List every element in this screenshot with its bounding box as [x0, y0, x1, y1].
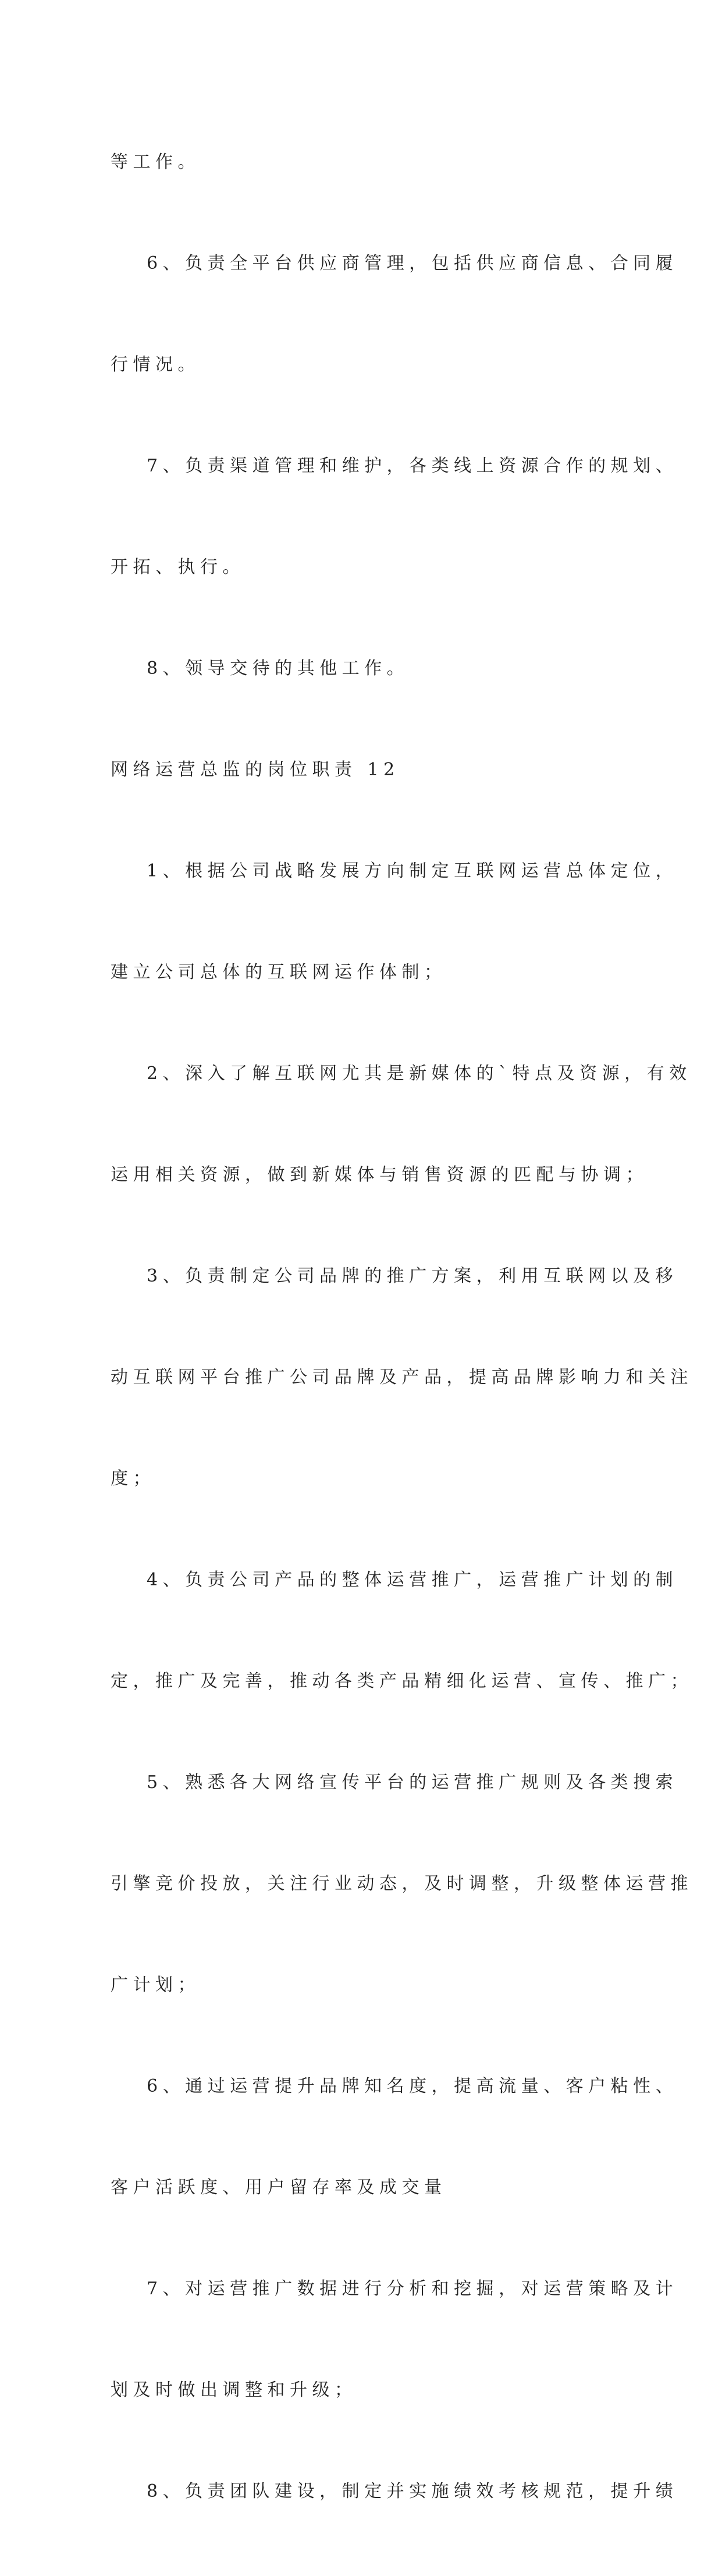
text-line: 客户活跃度、用户留存率及成交量 [111, 2177, 447, 2198]
list-item-1: 1、根据公司战略发展方向制定互联网运营总体定位， [147, 861, 678, 881]
text-line: 运用相关资源，做到新媒体与销售资源的匹配与协调； [111, 1165, 648, 1185]
text-line: 引擎竞价投放，关注行业动态，及时调整，升级整体运营推 [111, 1874, 693, 1894]
list-item-8b: 8、负责团队建设，制定并实施绩效考核规范，提升绩 [147, 2481, 678, 2502]
text-line: 行情况。 [111, 354, 200, 375]
list-item-3: 3、负责制定公司品牌的推广方案，利用互联网以及移 [147, 1266, 678, 1286]
list-item-6b: 6、通过运营提升品牌知名度，提高流量、客户粘性、 [147, 2076, 678, 2096]
list-item-7: 7、负责渠道管理和维护，各类线上资源合作的规划、 [147, 456, 678, 476]
list-item-5: 5、熟悉各大网络宣传平台的运营推广规则及各类搜索 [147, 1772, 678, 1793]
text-line: 定，推广及完善，推动各类产品精细化运营、宣传、推广； [111, 1671, 693, 1691]
list-item-4: 4、负责公司产品的整体运营推广，运营推广计划的制 [147, 1570, 678, 1590]
list-item-8: 8、领导交待的其他工作。 [147, 658, 410, 679]
document-body [111, 78, 693, 2576]
list-item-2: 2、深入了解互联网尤其是新媒体的`特点及资源，有效 [147, 1063, 692, 1084]
text-line: 等工作。 [111, 152, 200, 172]
text-line: 动互联网平台推广公司品牌及产品，提高品牌影响力和关注 [111, 1367, 693, 1388]
section-heading: 网络运营总监的岗位职责 12 [111, 760, 400, 780]
text-line: 开拓、执行。 [111, 557, 245, 577]
list-item-7b: 7、对运营推广数据进行分析和挖掘，对运营策略及计 [147, 2279, 678, 2299]
text-line: 广计划； [111, 1975, 200, 1995]
list-item-6: 6、负责全平台供应商管理，包括供应商信息、合同履 [147, 253, 678, 274]
text-line: 划及时做出调整和升级； [111, 2380, 357, 2400]
text-line: 建立公司总体的互联网运作体制； [111, 962, 447, 982]
text-line: 度； [111, 1468, 155, 1489]
